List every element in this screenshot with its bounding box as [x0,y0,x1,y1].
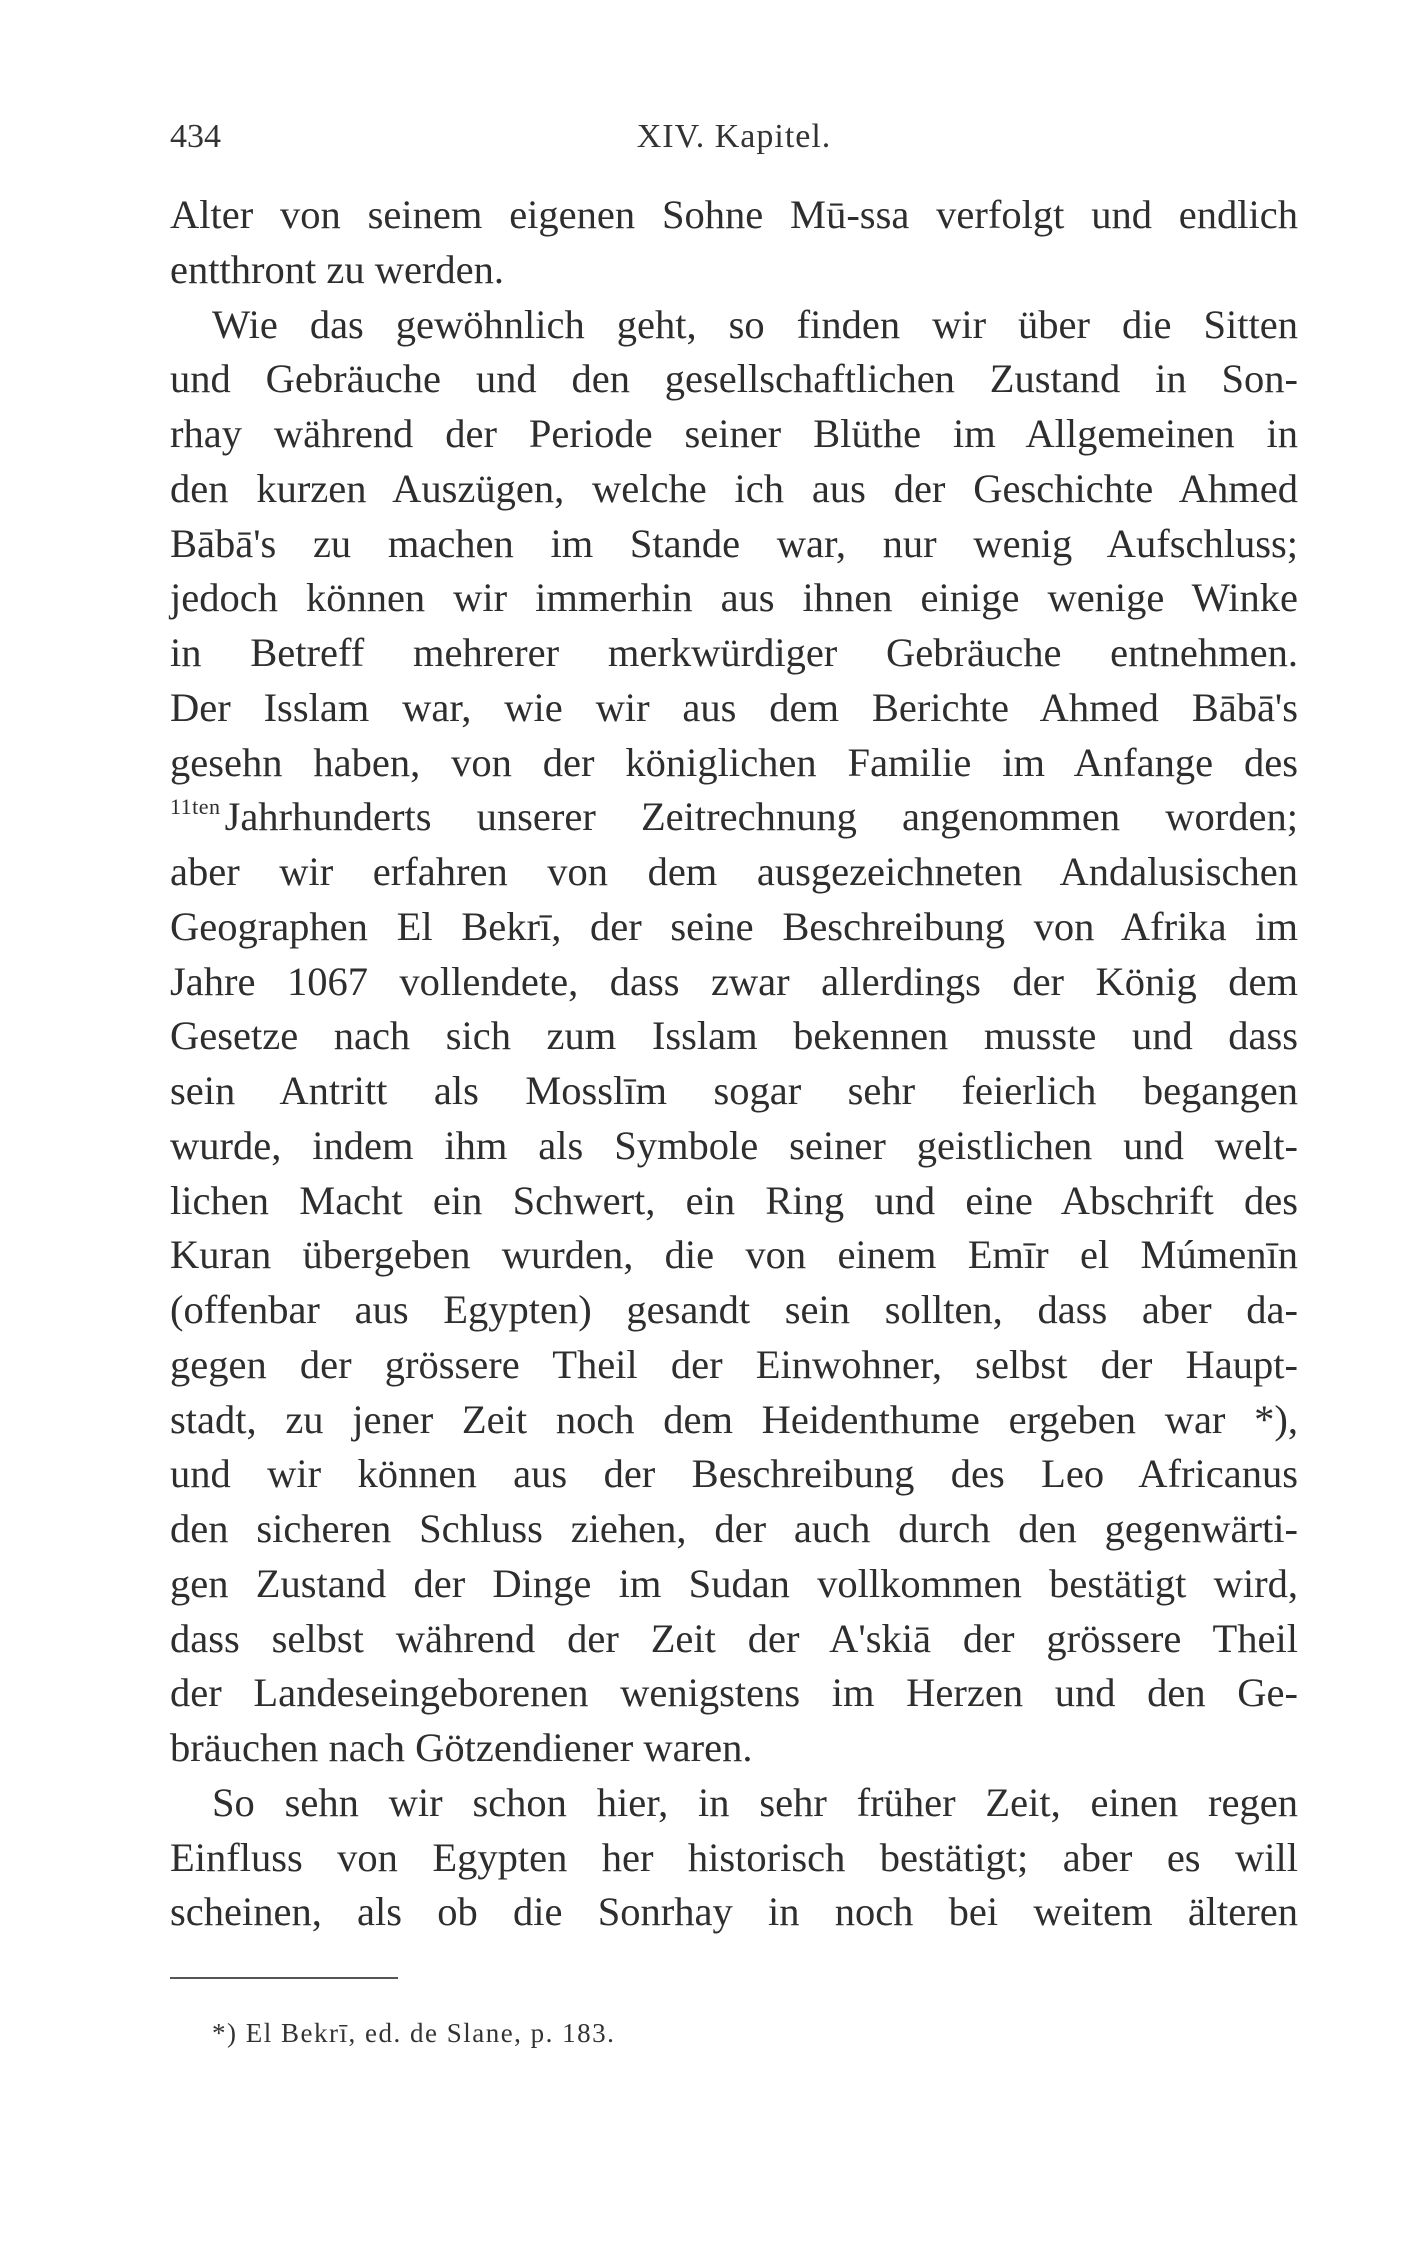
text-line: entthront zu werden. [170,246,505,292]
text-line: Gesetze nach sich zum Isslam bekennen musste und dass [170,1013,1298,1059]
main-text [170,188,1298,1940]
text-line: wurde, indem ihm als Symbole seiner geistlichen und welt- [170,1122,1298,1168]
page-number: 434 [170,118,221,155]
running-head [170,118,1298,162]
text-line: in Betreff mehrerer merkwürdiger Gebräuche entnehmen. [170,630,1298,675]
text-line: gen Zustand der Dinge im Sudan vollkommen bestätigt wird, [170,1560,1298,1606]
text-line: Der Isslam war, wie wir aus dem Berichte Ahmed Bābā's [170,684,1298,730]
ordinal-superscript: 11ten [170,794,221,820]
text-line: gegen der grössere Theil der Einwohner, selbst der Haupt- [170,1341,1298,1387]
text-line: sein Antritt als Mosslīm sogar sehr feierlich begangen [170,1068,1298,1113]
text-line: den sicheren Schluss ziehen, der auch durch den gegenwärti- [170,1506,1298,1551]
text-line: der Landeseingeborenen wenigstens im Herzen und den Ge- [170,1670,1298,1716]
text-line: scheinen, als ob die Sonrhay in noch bei weitem älteren [170,1889,1298,1935]
text-line: dass selbst während der Zeit der A'skiā der grössere Theil [170,1615,1298,1661]
footnote: *) El Bekrī, ed. de Slane, p. 183. [212,2018,616,2048]
text-line: Alter von seinem eigenen Sohne Mū-ssa verfolgt und endlich [170,192,1298,237]
text-line: rhay während der Periode seiner Blüthe im Allgemeinen in [170,411,1298,456]
footnote-divider [170,1977,398,1979]
text-line: lichen Macht ein Schwert, ein Ring und eine Abschrift des [170,1177,1298,1223]
text-line: jedoch können wir immerhin aus ihnen einige wenige Winke [170,575,1298,621]
text-line: und wir können aus der Beschreibung des Leo Africanus [170,1451,1298,1497]
chapter-title: XIV. Kapitel. [636,118,832,155]
text-line: und Gebräuche und den gesellschaftlichen Zustand in Son- [170,356,1298,402]
text-line: Jahre 1067 vollendete, dass zwar allerdings der König dem [170,958,1298,1004]
text-line: So sehn wir schon hier, in sehr früher Zeit, einen regen [212,1779,1298,1825]
text-line: bräuchen nach Götzendiener waren. [170,1725,753,1770]
text-line: den kurzen Auszügen, welche ich aus der Geschichte Ahmed [170,465,1298,511]
text-line: gesehn haben, von der königlichen Familie im Anfange des [170,739,1298,785]
text-line: Bābā's zu machen im Stande war, nur wenig Aufschluss; [170,520,1298,566]
text-line: Geographen El Bekrī, der seine Beschreibung von Afrika im [170,903,1298,949]
text-line: Kuran übergeben wurden, die von einem Emīr el Múmenīn [170,1232,1298,1278]
text-line: (offenbar aus Egypten) gesandt sein sollten, dass aber da- [170,1287,1298,1332]
text-line: stadt, zu jener Zeit noch dem Heidenthume ergeben war *), [170,1396,1298,1442]
text-line: Einfluss von Egypten her historisch bestätigt; aber es will [170,1834,1298,1880]
text-line [170,790,1298,845]
text-line-content: Jahrhunderts unserer Zeitrechnung angenommen worden; [224,794,1298,840]
text-line: aber wir erfahren von dem ausgezeichneten Andalusischen [170,849,1298,894]
text-line: Wie das gewöhnlich geht, so finden wir über die Sitten [212,301,1298,347]
